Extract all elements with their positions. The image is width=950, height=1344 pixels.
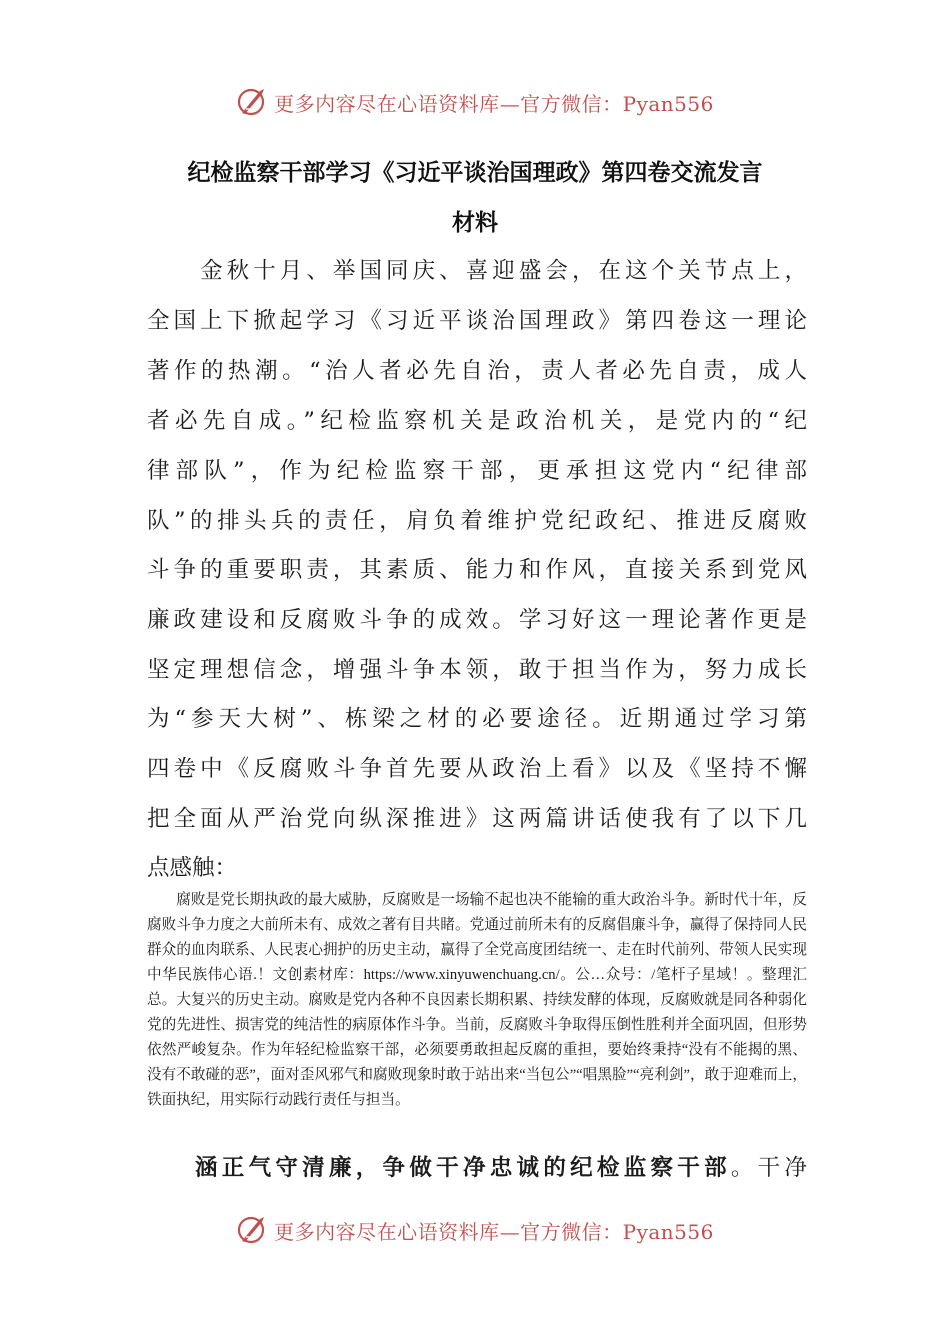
body-line: 金秋十月、举国同庆、喜迎盛会，在这个关节点上，	[147, 258, 807, 284]
document-title-line1: 纪检监察干部学习《习近平谈治国理政》第四卷交流发言	[187, 160, 763, 186]
body-line: 队”的排头兵的责任，肩负着维护党纪政纪、推进反腐败	[147, 508, 807, 534]
body-line: 者必先自成。”纪检监察机关是政治机关，是党内的“纪	[147, 408, 807, 434]
quill-pen-icon	[236, 1213, 270, 1247]
body-line: 斗争的重要职责，其素质、能力和作风，直接关系到党风	[147, 557, 807, 583]
quill-pen-icon	[236, 85, 270, 119]
heading-continuation: 。干净	[730, 1155, 807, 1181]
document-title-line2: 材料	[452, 210, 498, 236]
footer-banner	[0, 1210, 950, 1250]
body-line: 全国上下掀起学习《习近平谈治国理政》第四卷这一理论	[147, 308, 807, 334]
small-paragraph: 腐败是党长期执政的最大威胁，反腐败是一场输不起也决不能输的重大政治斗争。新时代十年，反腐败斗争力度之大前所未有、成效之著有目共睹。党通过前所未有的反腐倡廉斗争，赢得了保持同人民群众的血肉联系、人民衷心拥护的历史主动，赢得了全党高度团结统一、走在时代前列、带领人民实现中华民族伟心语.！文创素材库：https://www.xinyuwenchuang.cn/。公…众号：/笔杆子星域！。整理汇总。大复兴的历史主动。腐败是党内各种不良因素长期积累、持续发酵的体现，反腐败就是同各种弱化党的先进性、损害党的纯洁性的病原体作斗争。当前，反腐败斗争取得压倒性胜利并全面巩固，但形势依然严峻复杂。作为年轻纪检监察干部，必须要勇敢担起反腐的重担，要始终秉持“没有不能揭的黑、没有不敢碰的恶”，面对歪风邪气和腐败现象时敢于站出来“当包公”“唱黑脸”“亮利剑”，敢于迎难而上，铁面执纪，用实际行动践行责任与担当。	[147, 892, 807, 1108]
body-line: 点感触：	[147, 855, 238, 881]
banner-text: 更多内容尽在心语资料库—官方微信：Pyan556	[274, 91, 714, 116]
section-heading: 涵正气守清廉，争做干净忠诚的纪检监察干部	[195, 1155, 731, 1181]
banner-text: 更多内容尽在心语资料库—官方微信：Pyan556	[274, 1219, 714, 1244]
header-banner	[0, 82, 950, 122]
body-line: 四卷中《反腐败斗争首先要从政治上看》以及《坚持不懈	[147, 756, 807, 782]
body-line: 把全面从严治党向纵深推进》这两篇讲话使我有了以下几	[147, 806, 807, 832]
body-line: 坚定理想信念，增强斗争本领，敢于担当作为，努力成长	[147, 657, 807, 683]
body-line: 廉政建设和反腐败斗争的成效。学习好这一理论著作更是	[147, 607, 807, 633]
body-line: 为“参天大树”、栋梁之材的必要途径。近期通过学习第	[147, 706, 807, 732]
body-line: 律部队”，作为纪检监察干部，更承担这党内“纪律部	[147, 458, 807, 484]
section-heading-line	[147, 1143, 807, 1193]
body-line: 著作的热潮。“治人者必先自治，责人者必先自责，成人	[147, 358, 807, 384]
